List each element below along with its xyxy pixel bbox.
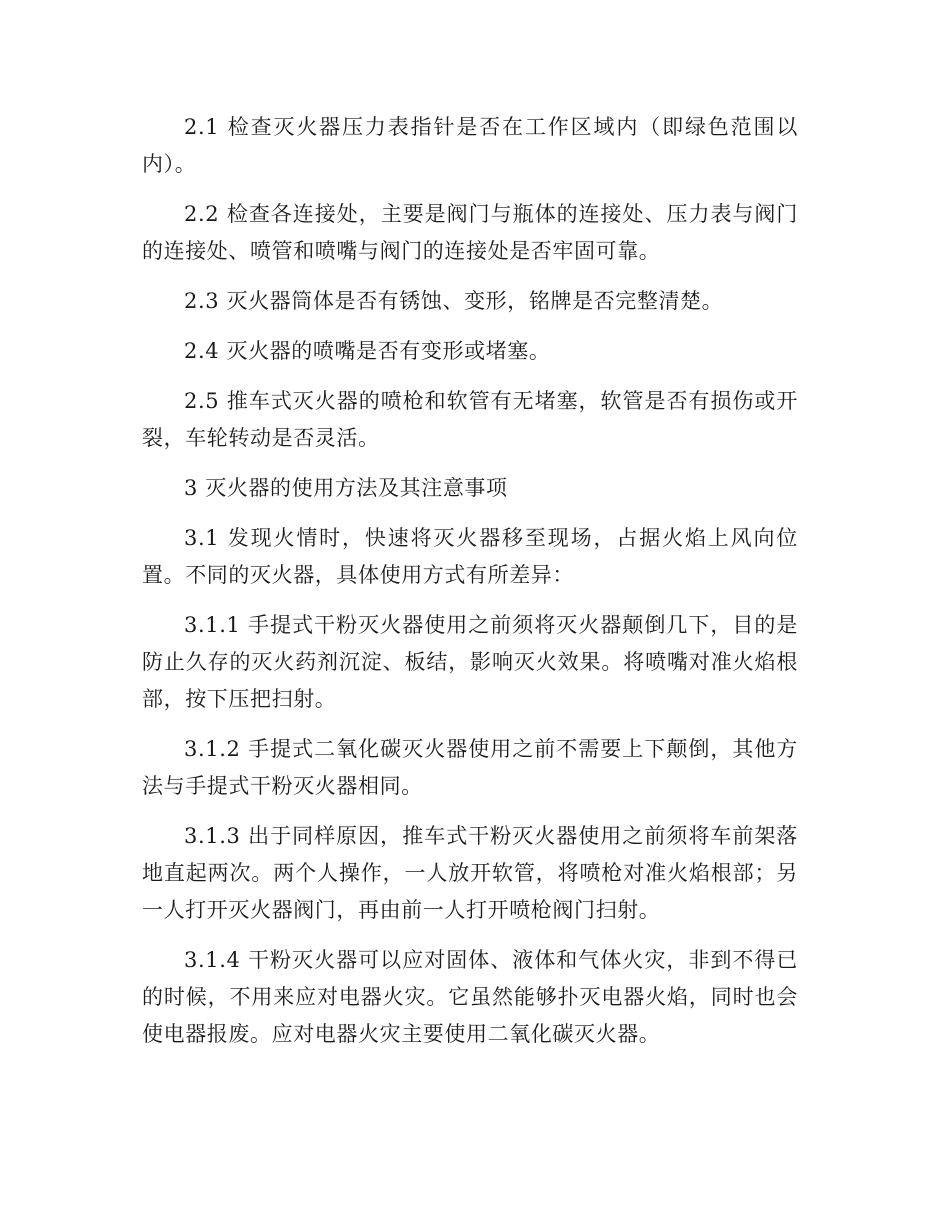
paragraph-2-2: 2.2 检查各连接处，主要是阀门与瓶体的连接处、压力表与阀门的连接处、喷管和喷嘴与阀门的连接处是否牢固可靠。 bbox=[142, 202, 798, 263]
document-body bbox=[142, 109, 798, 1066]
section-heading-3: 3 灭火器的使用方法及其注意事项 bbox=[184, 476, 508, 500]
paragraph-3-1-4: 3.1.4 干粉灭火器可以应对固体、液体和气体火灾，非到不得已的时候，不用来应对电器火灾。它虽然能够扑灭电器火焰，同时也会使电器报废。应对电器火灾主要使用二氧化碳灭火器。 bbox=[142, 948, 798, 1046]
paragraph-2-3: 2.3 灭火器筒体是否有锈蚀、变形，铭牌是否完整清楚。 bbox=[184, 289, 724, 313]
paragraph-3-1-3: 3.1.3 出于同样原因，推车式干粉灭火器使用之前须将车前架落地直起两次。两个人操作，一人放开软管，将喷枪对准火焰根部；另一人打开灭火器阀门，再由前一人打开喷枪阀门扫射。 bbox=[142, 824, 798, 922]
paragraph-2-1: 2.1 检查灭火器压力表指针是否在工作区域内（即绿色范围以内）。 bbox=[142, 115, 798, 176]
paragraph-3-1: 3.1 发现火情时，快速将灭火器移至现场，占据火焰上风向位置。不同的灭火器，具体使用方式有所差异： bbox=[142, 526, 798, 587]
paragraph-2-4: 2.4 灭火器的喷嘴是否有变形或堵塞。 bbox=[184, 339, 551, 363]
paragraph-3-1-1: 3.1.1 手提式干粉灭火器使用之前须将灭火器颠倒几下，目的是防止久存的灭火药剂沉淀、板结，影响灭火效果。将喷嘴对准火焰根部，按下压把扫射。 bbox=[142, 613, 798, 711]
paragraph-3-1-2: 3.1.2 手提式二氧化碳灭火器使用之前不需要上下颠倒，其他方法与手提式干粉灭火器相同。 bbox=[142, 737, 798, 798]
paragraph-2-5: 2.5 推车式灭火器的喷枪和软管有无堵塞，软管是否有损伤或开裂，车轮转动是否灵活。 bbox=[142, 389, 798, 450]
